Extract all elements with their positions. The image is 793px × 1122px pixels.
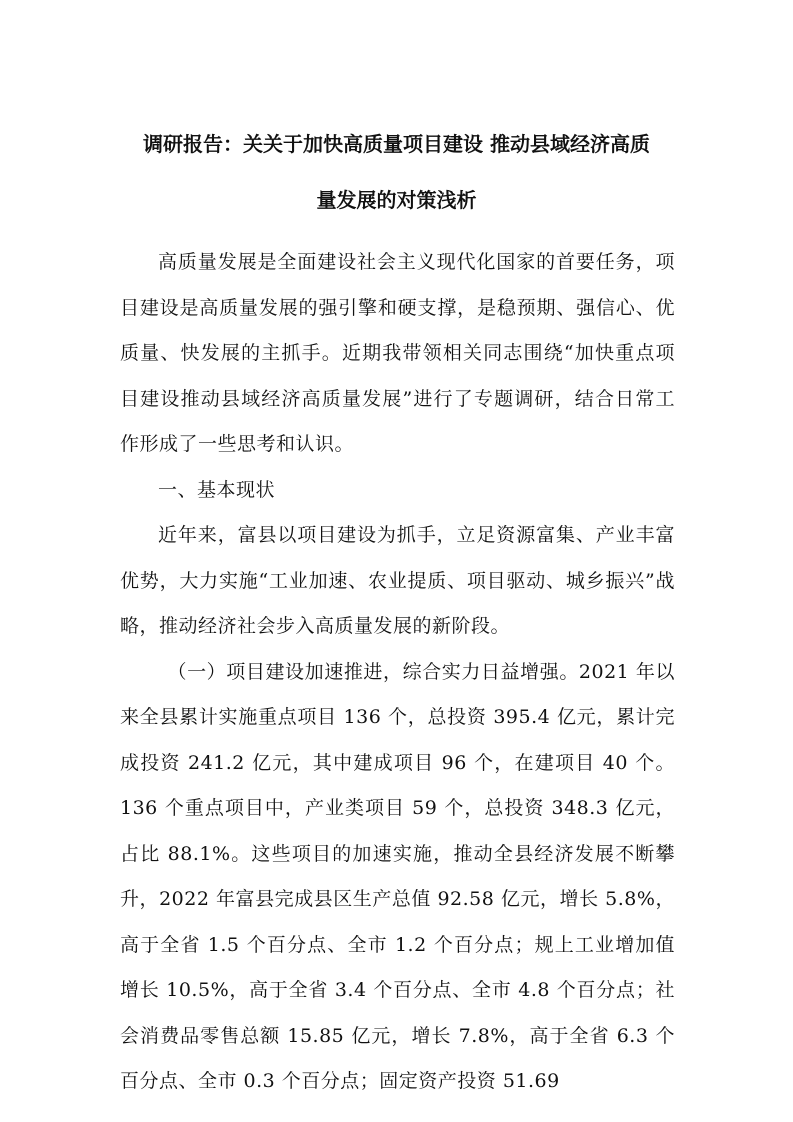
section-heading-basic-status: 一、基本现状 xyxy=(158,478,276,501)
intro-paragraph: 高质量发展是全面建设社会主义现代化国家的首要任务，项目建设是高质量发展的强引擎和硬支撑，是稳预期、强信心、优质量、快发展的主抓手。近期我带领相关同志围绕“加快重点项目建设推动县域经济高质量发展”进行了专题调研，结合日常工作形成了一些思考和认识。 xyxy=(120,251,675,455)
overview-paragraph: 近年来，富县以项目建设为抓手，立足资源富集、产业丰富优势，大力实施“工业加速、农业提质、项目驱动、城乡振兴”战略，推动经济社会步入高质量发展的新阶段。 xyxy=(120,524,675,637)
document-title-line-1: 调研报告：关关于加快高质量项目建设 推动县域经济高质 xyxy=(143,132,650,156)
document-body xyxy=(120,240,675,1105)
subsection-paragraph-project-construction: （一）项目建设加速推进，综合实力日益增强。2021 年以来全县累计实施重点项目 136 个，总投资 395.4 亿元，累计完成投资 241.2 亿元，其中建成项目 96 个，在建项目 40 个。136 个重点项目中，产业类项目 59 个，总投资 348.3 亿元，占比 88.1%。这些项目的加速实施，推动全县经济发展不断攀升，2022 年富县完成县区生产总值 92.58 亿元，增长 5.8%，高于全省 1.5 个百分点、全市 1.2 个百分点；规上工业增加值增长 10.5%，高于全省 3.4 个百分点、全市 4.8 个百分点；社会消费品零售总额 15.85 亿元，增长 7.8%，高于全省 6.3 个百分点、全市 0.3 个百分点；固定资产投资 51.69 xyxy=(120,660,675,1092)
document-title-line-2: 量发展的对策浅析 xyxy=(316,188,477,212)
